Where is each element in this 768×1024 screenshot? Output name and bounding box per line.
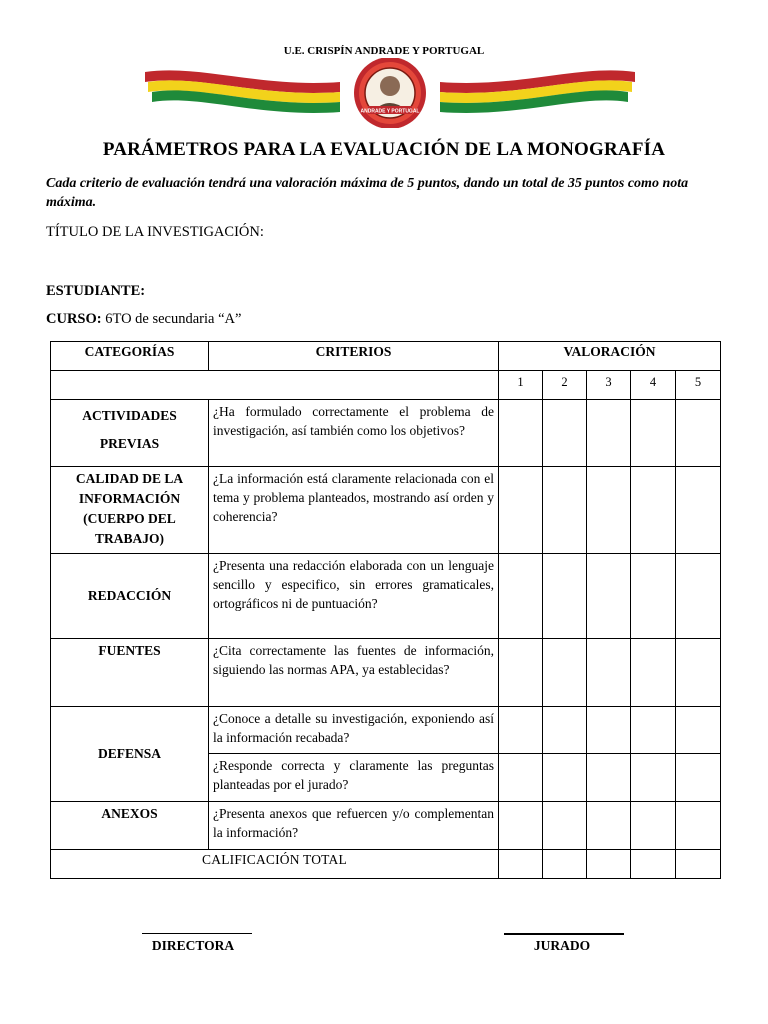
scale-5: 5 bbox=[676, 371, 721, 400]
score-cell[interactable] bbox=[499, 554, 543, 639]
directora-label: DIRECTORA bbox=[151, 938, 235, 953]
score-cell[interactable] bbox=[499, 850, 543, 879]
score-cell[interactable] bbox=[631, 754, 676, 802]
score-cell[interactable] bbox=[543, 802, 587, 850]
table-row bbox=[51, 554, 721, 639]
scale-3: 3 bbox=[587, 371, 631, 400]
criteria-cell: ¿La información está claramente relacionada con el tema y problema planteados, mostrando así orden y coherencia? bbox=[209, 467, 499, 554]
scale-row bbox=[51, 371, 721, 400]
evaluation-table bbox=[50, 341, 721, 879]
category-fuentes: FUENTES bbox=[51, 639, 209, 707]
header-row bbox=[51, 342, 721, 371]
category-actividades-previas: ACTIVIDADES PREVIAS bbox=[51, 400, 209, 467]
score-cell[interactable] bbox=[587, 467, 631, 554]
category-anexos: ANEXOS bbox=[51, 802, 209, 850]
score-cell[interactable] bbox=[631, 467, 676, 554]
score-cell[interactable] bbox=[631, 802, 676, 850]
curso-value: 6TO de secundaria “A” bbox=[105, 311, 242, 327]
score-cell[interactable] bbox=[543, 707, 587, 754]
score-cell[interactable] bbox=[543, 400, 587, 467]
score-cell[interactable] bbox=[499, 639, 543, 707]
score-cell[interactable] bbox=[543, 754, 587, 802]
score-cell[interactable] bbox=[543, 467, 587, 554]
score-cell[interactable] bbox=[587, 639, 631, 707]
table-row bbox=[51, 639, 721, 707]
header-categorias: CATEGORÍAS bbox=[51, 342, 209, 371]
score-cell[interactable] bbox=[543, 554, 587, 639]
total-row bbox=[51, 850, 721, 879]
criteria-cell: ¿Conoce a detalle su investigación, exponiendo así la información recabada? bbox=[209, 707, 499, 754]
table-row bbox=[51, 467, 721, 554]
score-cell[interactable] bbox=[587, 400, 631, 467]
scale-2: 2 bbox=[543, 371, 587, 400]
jurado-label: JURADO bbox=[533, 938, 591, 953]
header-valoracion: VALORACIÓN bbox=[499, 342, 721, 371]
category-redaccion: REDACCIÓN bbox=[51, 554, 209, 639]
directora-signature-line bbox=[142, 933, 252, 934]
score-cell[interactable] bbox=[499, 707, 543, 754]
score-cell[interactable] bbox=[587, 850, 631, 879]
score-cell[interactable] bbox=[676, 554, 721, 639]
score-cell[interactable] bbox=[676, 850, 721, 879]
table-row bbox=[51, 707, 721, 754]
emblem-text: ANDRADE Y PORTUGAL bbox=[360, 108, 420, 115]
score-cell[interactable] bbox=[676, 467, 721, 554]
scale-4: 4 bbox=[631, 371, 676, 400]
score-cell[interactable] bbox=[631, 554, 676, 639]
score-cell[interactable] bbox=[543, 639, 587, 707]
criteria-cell: ¿Cita correctamente las fuentes de información, siguiendo las normas APA, ya establecidas? bbox=[209, 639, 499, 707]
score-cell[interactable] bbox=[587, 707, 631, 754]
score-cell[interactable] bbox=[631, 850, 676, 879]
titulo-field bbox=[46, 224, 264, 241]
school-emblem bbox=[140, 58, 640, 128]
jurado-signature-line bbox=[504, 933, 624, 935]
score-cell[interactable] bbox=[499, 400, 543, 467]
total-label: CALIFICACIÓN TOTAL bbox=[51, 850, 499, 879]
score-cell[interactable] bbox=[587, 554, 631, 639]
table-row bbox=[51, 802, 721, 850]
curso-field bbox=[46, 311, 241, 328]
score-cell[interactable] bbox=[499, 754, 543, 802]
score-cell[interactable] bbox=[676, 707, 721, 754]
page-title: PARÁMETROS PARA LA EVALUACIÓN DE LA MONOGRAFÍA bbox=[102, 139, 666, 160]
criteria-cell: ¿Ha formulado correctamente el problema de investigación, así también como los objetivos? bbox=[209, 400, 499, 467]
estudiante-field bbox=[46, 283, 145, 300]
intro-text: Cada criterio de evaluación tendrá una valoración máxima de 5 puntos, dando un total de 35 puntos como nota máxima. bbox=[46, 176, 689, 210]
scale-1: 1 bbox=[499, 371, 543, 400]
score-cell[interactable] bbox=[543, 850, 587, 879]
criteria-cell: ¿Presenta anexos que refuercen y/o complementan la información? bbox=[209, 802, 499, 850]
scale-blank-cell bbox=[51, 371, 499, 400]
score-cell[interactable] bbox=[631, 639, 676, 707]
titulo-label: TÍTULO DE LA INVESTIGACIÓN: bbox=[46, 224, 264, 240]
score-cell[interactable] bbox=[676, 639, 721, 707]
criteria-cell: ¿Presenta una redacción elaborada con un lenguaje sencillo y especifico, sin errores gramaticales, ortográficos ni de puntuación? bbox=[209, 554, 499, 639]
header-criterios: CRITERIOS bbox=[209, 342, 499, 371]
score-cell[interactable] bbox=[587, 802, 631, 850]
score-cell[interactable] bbox=[676, 400, 721, 467]
score-cell[interactable] bbox=[631, 400, 676, 467]
score-cell[interactable] bbox=[499, 467, 543, 554]
criteria-cell: ¿Responde correcta y claramente las preguntas planteadas por el jurado? bbox=[209, 754, 499, 802]
score-cell[interactable] bbox=[587, 754, 631, 802]
table-row bbox=[51, 400, 721, 467]
category-defensa: DEFENSA bbox=[51, 707, 209, 802]
school-name: U.E. CRISPÍN ANDRADE Y PORTUGAL bbox=[283, 45, 485, 57]
score-cell[interactable] bbox=[676, 754, 721, 802]
score-cell[interactable] bbox=[499, 802, 543, 850]
curso-label: CURSO: bbox=[46, 311, 102, 327]
score-cell[interactable] bbox=[631, 707, 676, 754]
estudiante-label: ESTUDIANTE: bbox=[46, 283, 146, 299]
score-cell[interactable] bbox=[676, 802, 721, 850]
category-calidad: CALIDAD DE LA INFORMACIÓN (CUERPO DEL TRABAJO) bbox=[51, 467, 209, 554]
